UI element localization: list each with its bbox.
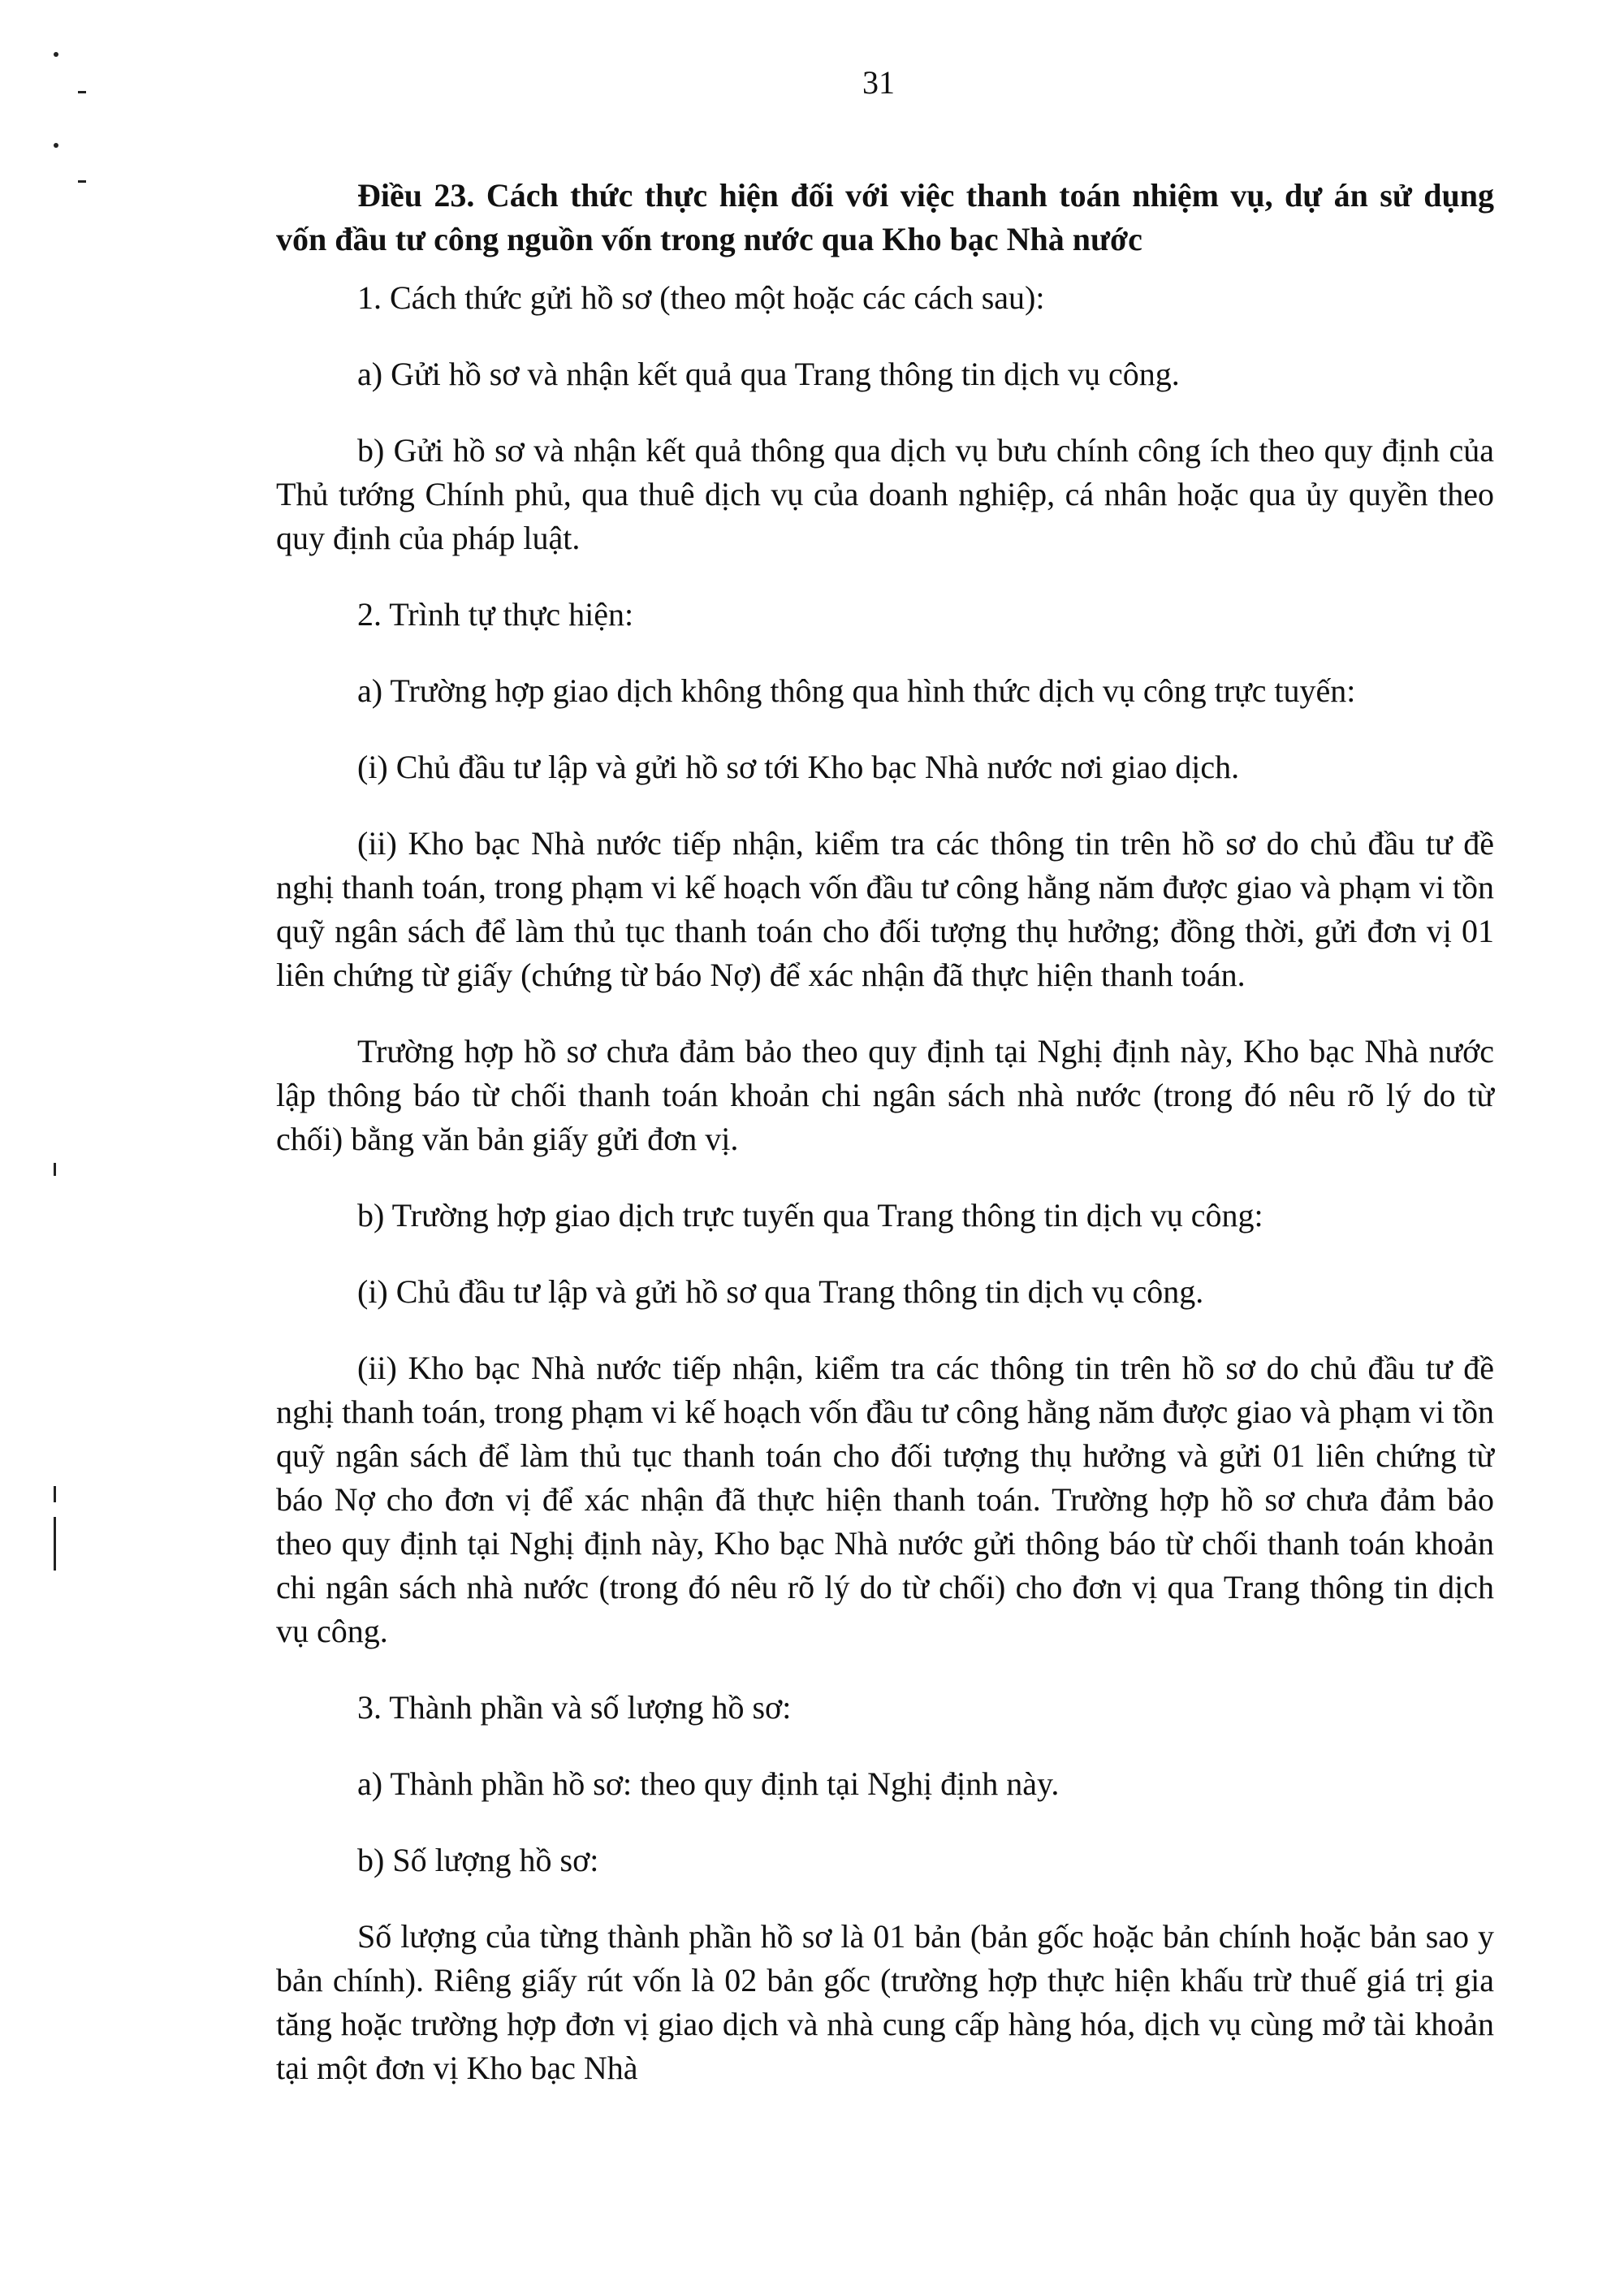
paragraph: a) Gửi hồ sơ và nhận kết quả qua Trang thông tin dịch vụ công.: [357, 356, 1180, 392]
document-page: 31 Điều 23. Cách thức thực hiện đối với việc thanh toán nhiệm vụ, dự án sử dụng vốn đầu tư công nguồn vốn trong nước qua Kho bạc Nhà nước 1. Cách thức gửi hồ sơ (theo một hoặc các cách sau): a) Gửi hồ sơ và nhận kết quả qua Trang thông tin dịch vụ công. b) Gửi hồ sơ và nhận kết quả thông qua dịch vụ bưu chính công ích theo quy định của Thủ tướng Chính phủ, qua thuê dịch vụ của doanh nghiệp, cá nhân hoặc qua ủy quyền theo quy định của pháp luật. 2. Trình tự thực hiện: a) Trường hợp giao dịch không thông qua hình thức dịch vụ công trực tuyến: (i) Chủ đầu tư lập và gửi hồ sơ tới Kho bạc Nhà nước nơi giao dịch. (ii) Kho bạc Nhà nước tiếp nhận, kiểm tra các thông tin trên hồ sơ do chủ đầu tư đề nghị thanh toán, trong phạm vi kế hoạch vốn đầu tư công hằng năm được giao và phạm vi tồn quỹ ngân sách để làm thủ tục thanh toán cho đối tượng thụ hưởng; đồng thời, gửi đơn vị 01 liên chứng từ giấy (chứng từ báo Nợ) để xác nhận đã thực hiện thanh toán. Trường hợp hồ sơ chưa đảm bảo theo quy định tại Nghị định này, Kho bạc Nhà nước lập thông báo từ chối thanh toán khoản chi ngân sách nhà nước (trong đó nêu rõ lý do từ chối) bằng văn bản giấy gửi đơn vị. b) Trường hợp giao dịch trực tuyến qua Trang thông tin dịch vụ công: (i) Chủ đầu tư lập và gửi hồ sơ qua Trang thông tin dịch vụ công. (ii) Kho bạc Nhà nước tiếp nhận, kiểm tra các thông tin trên hồ sơ do chủ đầu tư đề nghị thanh toán, trong phạm vi kế hoạch vốn đầu tư công hằng năm được giao và phạm vi tồn quỹ ngân sách để làm thủ tục thanh toán cho đối tượng thụ hưởng và gửi 01 liên chứng từ báo Nợ cho đơn vị để xác nhận đã thực hiện thanh toán. Trường hợp hồ sơ chưa đảm bảo theo quy định tại Nghị định này, Kho bạc Nhà nước gửi thông báo từ chối thanh toán khoản chi ngân sách nhà nước (trong đó nêu rõ lý do từ chối) cho đơn vị qua Trang thông tin dịch vụ công. 3. Thành phần và số lượng hồ sơ: a) Thành phần hồ sơ: theo quy định tại Nghị định này. b) Số lượng hồ sơ: Số lượng của từng thành phần hồ sơ là 01 bản (bản gốc hoặc bản chính hoặc bản sao y bản chính). Riêng giấy rút vốn là 02 bản gốc (trường hợp thực hiện khấu trừ thuế giá trị gia tăng hoặc trường hợp đơn vị giao dịch và nhà cung cấp hàng hóa, dịch vụ cùng mở tài khoản tại một đơn vị Kho bạc Nhà: [0, 0, 1624, 2290]
paragraph: Trường hợp hồ sơ chưa đảm bảo theo quy định tại Nghị định này, Kho bạc Nhà nước lập thông báo từ chối thanh toán khoản chi ngân sách nhà nước (trong đó nêu rõ lý do từ chối) bằng văn bản giấy gửi đơn vị.: [276, 1033, 1494, 1157]
paragraph: (i) Chủ đầu tư lập và gửi hồ sơ tới Kho bạc Nhà nước nơi giao dịch.: [357, 749, 1240, 785]
scan-mark: [78, 180, 86, 183]
scan-mark: [54, 143, 58, 148]
paragraph: 2. Trình tự thực hiện:: [357, 596, 634, 633]
scan-mark: [78, 91, 86, 93]
paragraph: 3. Thành phần và số lượng hồ sơ:: [357, 1689, 792, 1726]
paragraph: b) Gửi hồ sơ và nhận kết quả thông qua dịch vụ bưu chính công ích theo quy định của Thủ tướng Chính phủ, qua thuê dịch vụ của doanh nghiệp, cá nhân hoặc qua ủy quyền theo quy định của pháp luật.: [276, 432, 1494, 556]
paragraph: a) Thành phần hồ sơ: theo quy định tại Nghị định này.: [357, 1765, 1060, 1802]
paragraph: (ii) Kho bạc Nhà nước tiếp nhận, kiểm tra các thông tin trên hồ sơ do chủ đầu tư đề nghị thanh toán, trong phạm vi kế hoạch vốn đầu tư công hằng năm được giao và phạm vi tồn quỹ ngân sách để làm thủ tục thanh toán cho đối tượng thụ hưởng; đồng thời, gửi đơn vị 01 liên chứng từ giấy (chứng từ báo Nợ) để xác nhận đã thực hiện thanh toán.: [276, 825, 1494, 993]
scan-mark: [54, 1486, 56, 1502]
paragraph: (ii) Kho bạc Nhà nước tiếp nhận, kiểm tra các thông tin trên hồ sơ do chủ đầu tư đề nghị thanh toán, trong phạm vi kế hoạch vốn đầu tư công hằng năm được giao và phạm vi tồn quỹ ngân sách để làm thủ tục thanh toán cho đối tượng thụ hưởng và gửi 01 liên chứng từ báo Nợ cho đơn vị để xác nhận đã thực hiện thanh toán. Trường hợp hồ sơ chưa đảm bảo theo quy định tại Nghị định này, Kho bạc Nhà nước gửi thông báo từ chối thanh toán khoản chi ngân sách nhà nước (trong đó nêu rõ lý do từ chối) cho đơn vị qua Trang thông tin dịch vụ công.: [276, 1350, 1494, 1649]
paragraph: b) Số lượng hồ sơ:: [357, 1842, 599, 1878]
scan-mark: [54, 52, 58, 57]
paragraph: b) Trường hợp giao dịch trực tuyến qua Trang thông tin dịch vụ công:: [357, 1197, 1263, 1234]
paragraph: 1. Cách thức gửi hồ sơ (theo một hoặc các cách sau):: [357, 279, 1045, 316]
scan-mark: [54, 1163, 56, 1176]
paragraph: a) Trường hợp giao dịch không thông qua hình thức dịch vụ công trực tuyến:: [357, 672, 1356, 709]
scan-mark: [54, 1517, 56, 1571]
article-title: Điều 23. Cách thức thực hiện đối với việc thanh toán nhiệm vụ, dự án sử dụng vốn đầu tư công nguồn vốn trong nước qua Kho bạc Nhà nước: [276, 177, 1494, 257]
paragraph: (i) Chủ đầu tư lập và gửi hồ sơ qua Trang thông tin dịch vụ công.: [357, 1273, 1204, 1310]
document-body: [276, 174, 1494, 2123]
paragraph: Số lượng của từng thành phần hồ sơ là 01 bản (bản gốc hoặc bản chính hoặc bản sao y bản chính). Riêng giấy rút vốn là 02 bản gốc (trường hợp thực hiện khấu trừ thuế giá trị gia tăng hoặc trường hợp đơn vị giao dịch và nhà cung cấp hàng hóa, dịch vụ cùng mở tài khoản tại một đơn vị Kho bạc Nhà: [276, 1918, 1494, 2086]
